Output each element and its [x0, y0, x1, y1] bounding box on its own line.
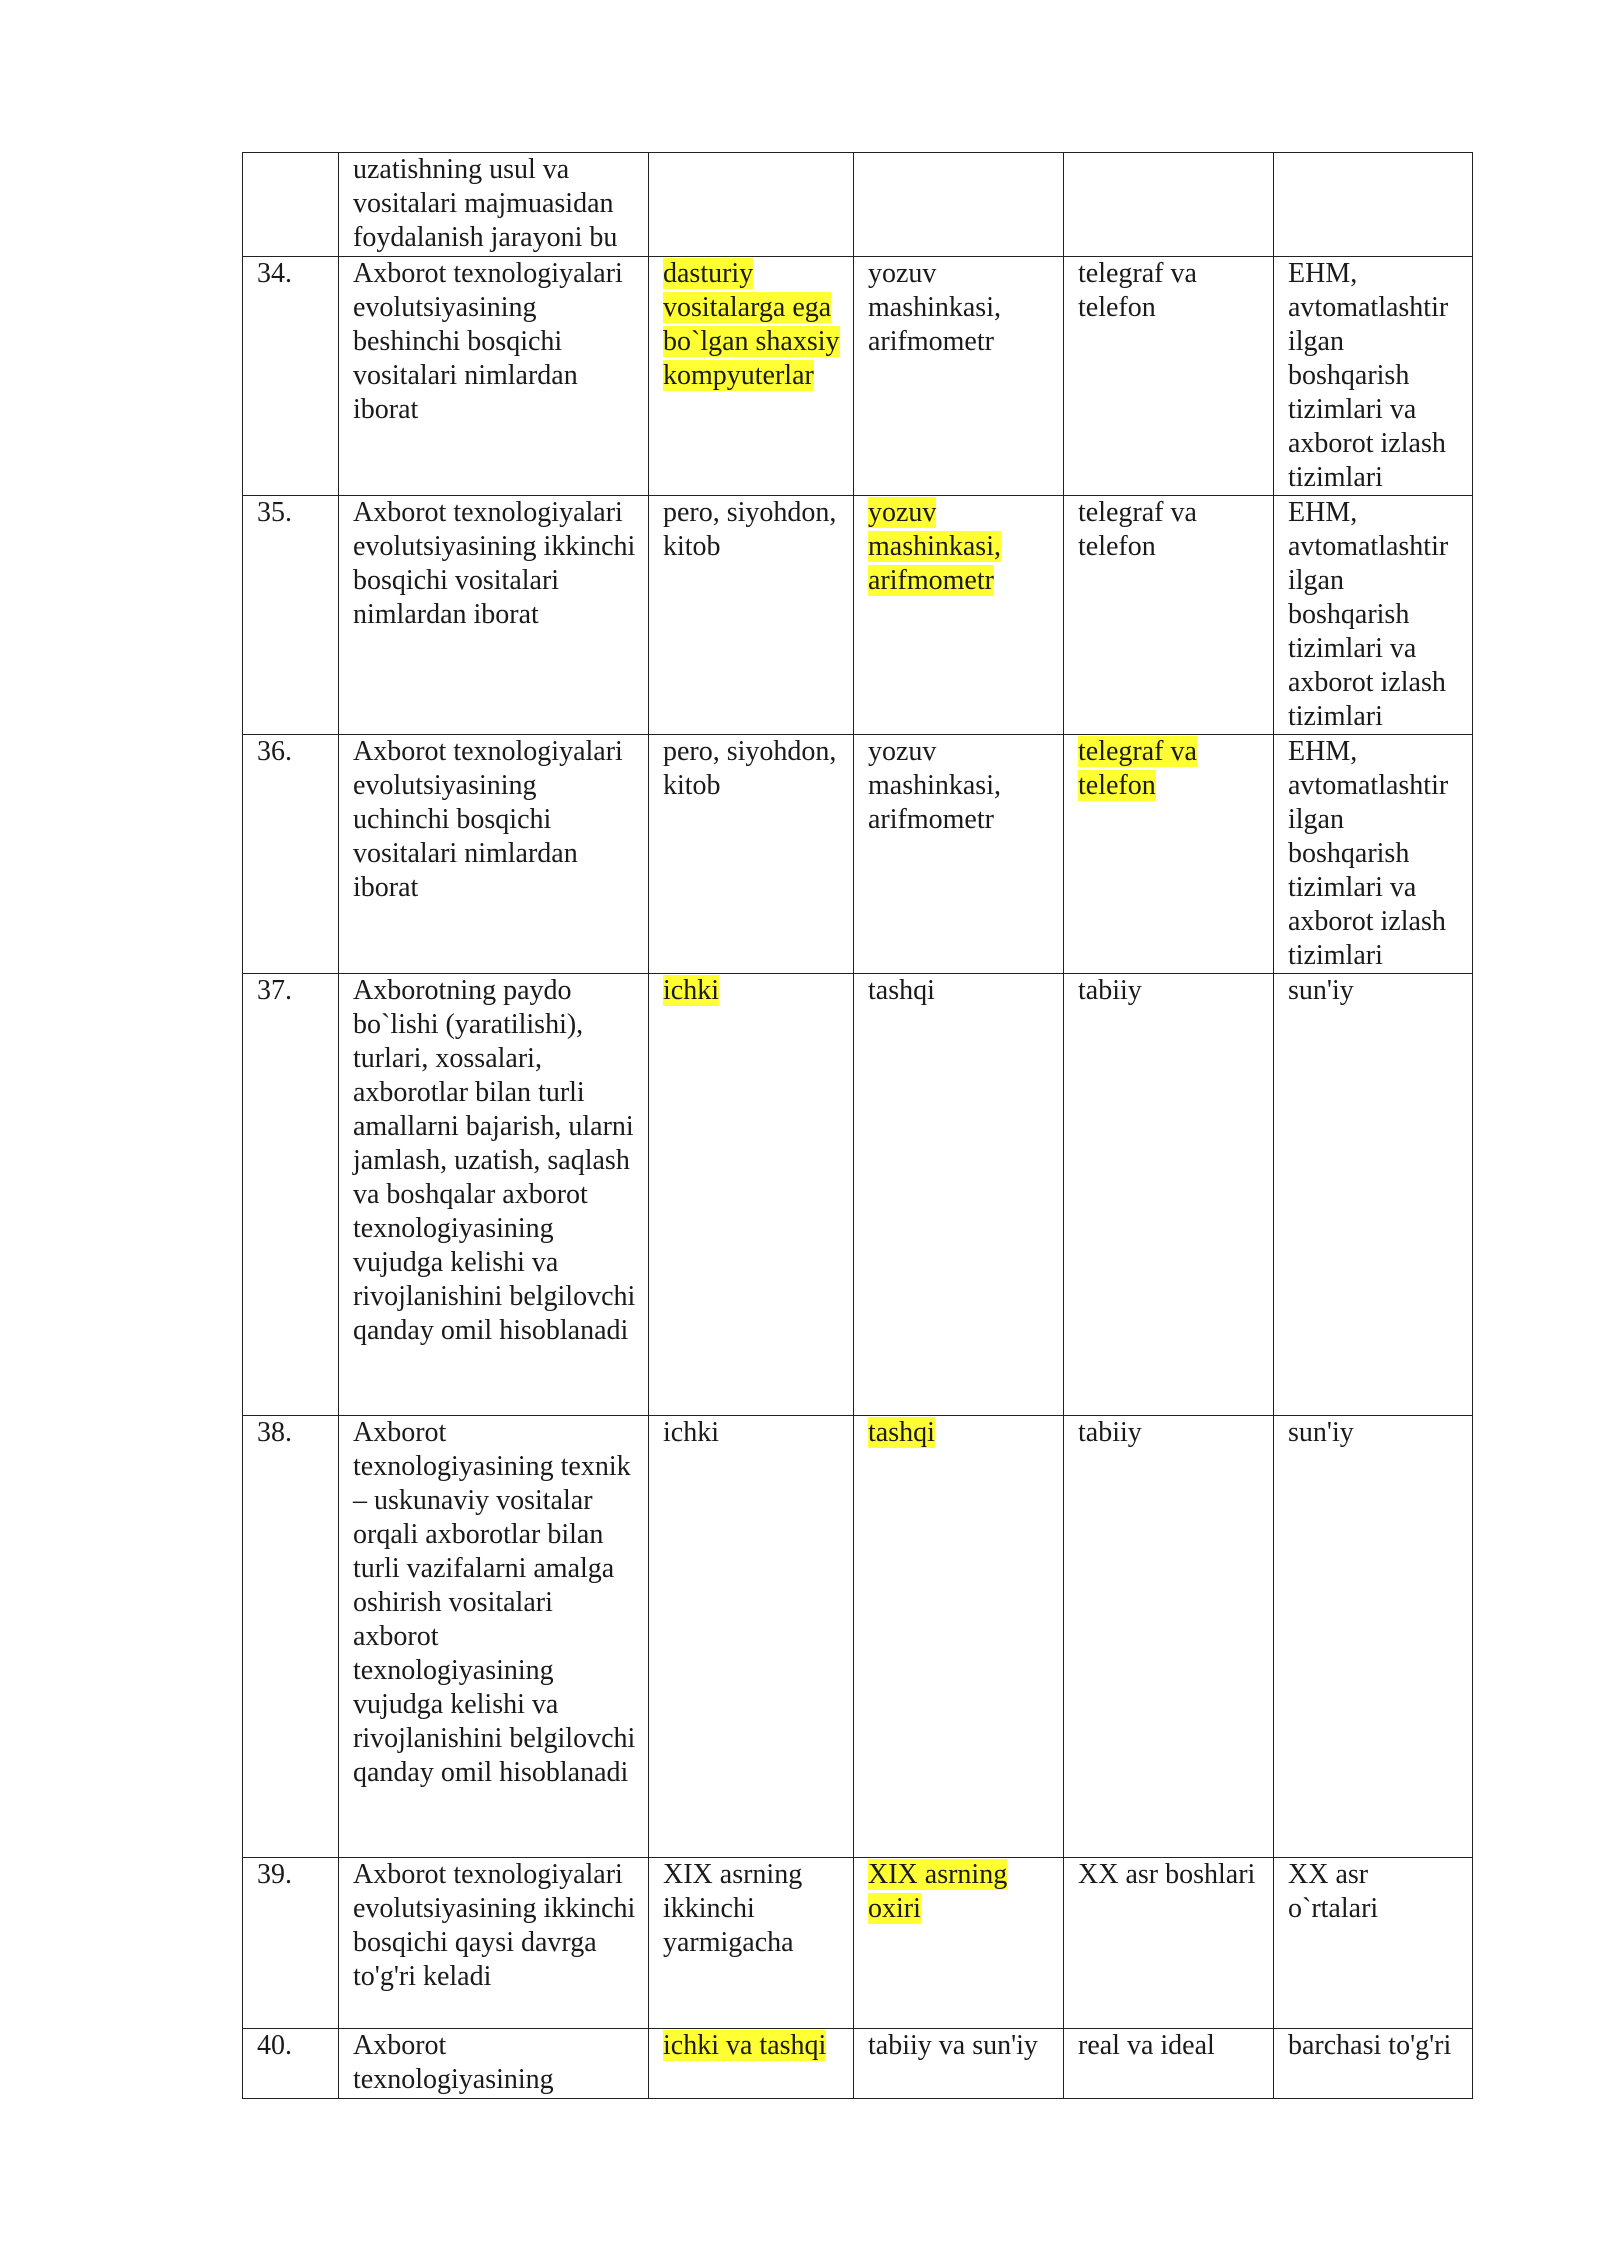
highlighted-answer: XIX asrning oxiri [868, 1859, 1008, 1924]
table-row [243, 2029, 1473, 2099]
option-a: XIX asrning ikkinchi yarmigacha [649, 1858, 854, 2029]
question-number: 35. [243, 496, 339, 735]
table-row [243, 496, 1473, 735]
option-d: XX asr o`rtalari [1274, 1858, 1473, 2029]
question-text: Axborot texnologiyalari evolutsiyasining beshinchi bosqichi vositalari nimlardan iborat [339, 257, 649, 496]
table-row [243, 974, 1473, 1416]
table-row [243, 257, 1473, 496]
option-a: ichki [649, 1416, 854, 1858]
highlighted-answer: ichki [663, 975, 719, 1006]
quiz-table [242, 152, 1473, 2099]
question-text: Axborot texnologiyasining texnik – uskunaviy vositalar orqali axborotlar bilan turli vazifalarni amalga oshirish vositalari axborot texnologiyasining vujudga kelishi va rivojlanishini belgilovchi qanday omil hisoblanadi [339, 1416, 649, 1858]
option-b [854, 496, 1064, 735]
option-c: telegraf va telefon [1064, 496, 1274, 735]
option-c [1064, 153, 1274, 257]
option-a: pero, siyohdon, kitob [649, 496, 854, 735]
quiz-table-body [243, 153, 1473, 2099]
option-d: EHM, avtomatlashtir ilgan boshqarish tizimlari va axborot izlash tizimlari [1274, 496, 1473, 735]
option-a [649, 2029, 854, 2099]
option-b [854, 153, 1064, 257]
question-number: 36. [243, 735, 339, 974]
question-text: Axborotning paydo bo`lishi (yaratilishi), turlari, xossalari, axborotlar bilan turli amallarni bajarish, ularni jamlash, uzatish, saqlash va boshqalar axborot texnologiyasining vujudga kelishi va rivojlanishini belgilovchi qanday omil hisoblanadi [339, 974, 649, 1416]
option-d: sun'iy [1274, 974, 1473, 1416]
option-c: telegraf va telefon [1064, 257, 1274, 496]
question-number: 34. [243, 257, 339, 496]
question-number [243, 153, 339, 257]
option-d: sun'iy [1274, 1416, 1473, 1858]
question-text: Axborot texnologiyasining [339, 2029, 649, 2099]
highlighted-answer: yozuv mashinkasi, arifmometr [868, 497, 1001, 596]
highlighted-answer: telegraf va telefon [1078, 736, 1197, 801]
option-d: barchasi to'g'ri [1274, 2029, 1473, 2099]
question-number: 38. [243, 1416, 339, 1858]
option-a [649, 153, 854, 257]
option-d: EHM, avtomatlashtir ilgan boshqarish tizimlari va axborot izlash tizimlari [1274, 735, 1473, 974]
option-a [649, 974, 854, 1416]
highlighted-answer: ichki va tashqi [663, 2030, 827, 2061]
question-text: uzatishning usul va vositalari majmuasidan foydalanish jarayoni bu [339, 153, 649, 257]
question-text: Axborot texnologiyalari evolutsiyasining ikkinchi bosqichi qaysi davrga to'g'ri keladi [339, 1858, 649, 2029]
table-row [243, 1416, 1473, 1858]
option-c: tabiiy [1064, 974, 1274, 1416]
option-a: pero, siyohdon, kitob [649, 735, 854, 974]
option-d: EHM, avtomatlashtir ilgan boshqarish tizimlari va axborot izlash tizimlari [1274, 257, 1473, 496]
option-c: XX asr boshlari [1064, 1858, 1274, 2029]
question-text: Axborot texnologiyalari evolutsiyasining ikkinchi bosqichi vositalari nimlardan iborat [339, 496, 649, 735]
question-text: Axborot texnologiyalari evolutsiyasining uchinchi bosqichi vositalari nimlardan iborat [339, 735, 649, 974]
table-row [243, 735, 1473, 974]
option-b [854, 1416, 1064, 1858]
highlighted-answer: dasturiy vositalarga ega bo`lgan shaxsiy kompyuterlar [663, 258, 840, 391]
table-row [243, 1858, 1473, 2029]
option-a [649, 257, 854, 496]
option-d [1274, 153, 1473, 257]
option-c: real va ideal [1064, 2029, 1274, 2099]
option-b [854, 1858, 1064, 2029]
question-number: 40. [243, 2029, 339, 2099]
option-c [1064, 735, 1274, 974]
option-b: yozuv mashinkasi, arifmometr [854, 257, 1064, 496]
option-b: tabiiy va sun'iy [854, 2029, 1064, 2099]
table-row [243, 153, 1473, 257]
highlighted-answer: tashqi [868, 1417, 935, 1448]
question-number: 39. [243, 1858, 339, 2029]
option-b: yozuv mashinkasi, arifmometr [854, 735, 1064, 974]
option-c: tabiiy [1064, 1416, 1274, 1858]
question-number: 37. [243, 974, 339, 1416]
option-b: tashqi [854, 974, 1064, 1416]
